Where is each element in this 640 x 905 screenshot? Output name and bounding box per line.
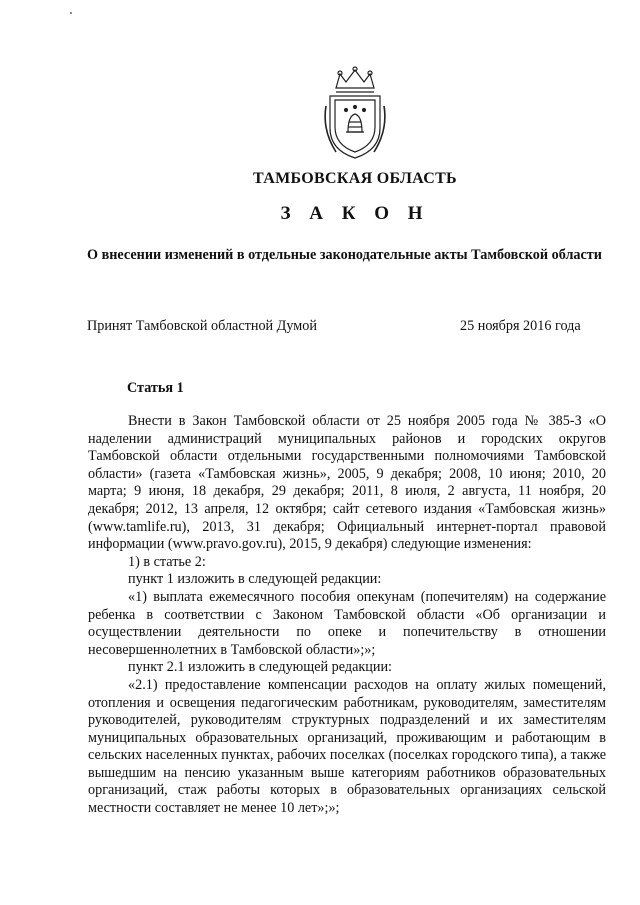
paragraph: «2.1) предоставление компенсации расходов на оплату жилых помещений, отопления и освещения педагогическим работникам, руководителям, заместителям руководителей, руководителям структурных подразделений и их заместителям муниципальных образовательных организаций, проживающим и работающим в сельских населенных пунктах, рабочих поселках (поселках городского типа), а также вышедшим на пенсию указанным выше категориям работников образовательных организаций, стаж работы которых в образовательных организациях сельской местности составляет не менее 10 лет»;»; — [88, 676, 606, 817]
adopted-date-text: 25 ноября 2016 года — [460, 318, 581, 334]
paragraph: пункт 1 изложить в следующей редакции: — [128, 571, 382, 588]
article-body — [88, 413, 606, 818]
paragraph: пункт 2.1 изложить в следующей редакции: — [128, 659, 392, 676]
paragraph: 1) в статье 2: — [128, 553, 206, 570]
tambov-coat-of-arms-icon — [322, 66, 388, 162]
article-title: Статья 1 — [127, 380, 184, 396]
scan-speck — [70, 12, 72, 14]
paragraph: «1) выплата ежемесячного пособия опекунам (попечителям) на содержание ребенка в соответствии с Законом Тамбовской области «Об организации и осуществлении деятельности по опеке и попечительству в отношении несовершеннолетних в Тамбовской области»;»; — [88, 588, 606, 658]
region-heading: ТАМБОВСКАЯ ОБЛАСТЬ — [253, 170, 457, 187]
adopted-by-text: Принят Тамбовской областной Думой — [87, 318, 317, 334]
document-type-heading: З А К О Н — [280, 203, 430, 224]
paragraph: Внести в Закон Тамбовской области от 25 ноября 2005 года № 385-З «О наделении администраций муниципальных районов и городских округов Тамбовской области отдельными государственными полномочиями Тамбовской области» (газета «Тамбовская жизнь», 2005, 9 декабря; 2008, 10 июня; 2010, 20 марта; 9 июня, 18 декабря, 29 декабря; 2011, 8 июля, 2 августа, 11 ноября, 20 декабря; 2012, 13 апреля, 12 октября; сайт сетевого издания «Тамбовская жизнь» (www.tamlife.ru), 2013, 31 декабря; Официальный интернет-портал правовой информации (www.pravo.gov.ru), 2015, 9 декабря) следующие изменения: — [88, 413, 606, 553]
law-subject-title: О внесении изменений в отдельные законодательные акты Тамбовской области — [87, 247, 602, 263]
